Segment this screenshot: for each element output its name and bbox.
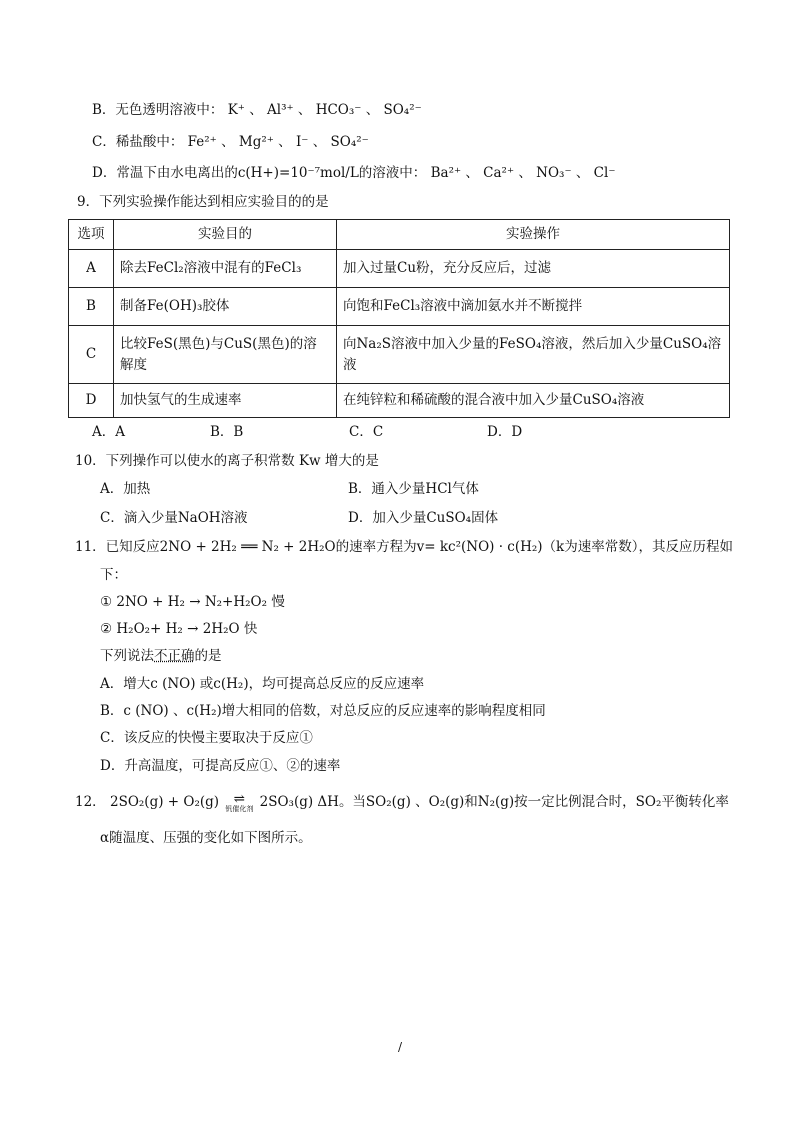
row-operation: 向饱和FeCl₃溶液中滴加氨水并不断搅拌 (337, 288, 730, 326)
header-operation: 实验操作 (337, 220, 730, 250)
q12-equation-right: 2SO₃(g) ΔH (259, 794, 339, 810)
q8-option-d-ions: Ba²⁺ 、 Ca²⁺ 、 NO₃⁻ 、 Cl⁻ (430, 165, 616, 181)
row-operation: 加入过量Cu粉，充分反应后，过滤 (337, 250, 730, 288)
q9-choice-c: C．C (349, 424, 384, 440)
table-row (69, 288, 730, 326)
q10-stem: 10．下列操作可以使水的离子积常数 Kw 增大的是 (75, 453, 379, 469)
table-row (69, 326, 730, 384)
q11-step1: ① 2NO + H₂ → N₂+H₂O₂ 慢 (100, 594, 285, 610)
q11-stem-line2: 下： (100, 567, 127, 583)
q10-choice-b: B．通入少量HCl气体 (348, 481, 479, 497)
row-goal: 比较FeS(黑色)与CuS(黑色)的溶解度 (114, 326, 337, 384)
row-option: B (69, 288, 114, 326)
equilibrium-arrow-icon: ⇌ (233, 790, 245, 807)
q10-choice-a: A．加热 (100, 481, 151, 497)
row-goal: 除去FeCl₂溶液中混有的FeCl₃ (114, 250, 337, 288)
q11-choice-c: C．该反应的快慢主要取决于反应① (100, 730, 313, 746)
row-option: D (69, 384, 114, 418)
q8-option-b-prefix: B．无色透明溶液中： (92, 102, 224, 118)
q11-step2: ② H₂O₂+ H₂ → 2H₂O 快 (100, 621, 258, 637)
q11-choice-d: D．升高温度，可提高反应①、②的速率 (100, 758, 341, 774)
q8-option-c (92, 130, 369, 150)
q9-stem: 9．下列实验操作能达到相应实验目的的是 (77, 194, 329, 210)
q8-option-c-prefix: C．稀盐酸中： (92, 134, 184, 150)
q8-option-b (92, 98, 422, 118)
q12-line2: α随温度、压强的变化如下图所示。 (100, 830, 312, 846)
q11-choice-a: A．增大c (NO) 或c(H₂)，均可提高总反应的反应速率 (100, 676, 425, 692)
q9-choice-a: A．A (92, 424, 125, 440)
q11-question-pre: 下列说法 (100, 648, 154, 664)
q8-option-c-ions: Fe²⁺ 、 Mg²⁺ 、 I⁻ 、 SO₄²⁻ (187, 134, 369, 150)
q12-catalyst-label: 钒催化剂 (225, 804, 254, 813)
q10-choice-d: D．加入少量CuSO₄固体 (348, 510, 499, 526)
q8-option-d-prefix: D．常温下由水电离出的c(H+)=10⁻⁷mol/L的溶液中： (92, 165, 427, 181)
q12-equation-left: 2SO₂(g) + O₂(g) (109, 794, 220, 810)
q8-option-d (92, 161, 615, 181)
table-row (69, 384, 730, 418)
q10-choice-c: C．滴入少量NaOH溶液 (100, 510, 248, 526)
q11-question-emphasis: 不正确 (154, 648, 195, 664)
table-row (69, 250, 730, 288)
q9-table (68, 219, 730, 418)
row-goal: 制备Fe(OH)₃胶体 (114, 288, 337, 326)
row-operation: 向Na₂S溶液中加入少量的FeSO₄溶液，然后加入少量CuSO₄溶液 (337, 326, 730, 384)
row-option: A (69, 250, 114, 288)
q12-equilibrium-arrow (225, 790, 254, 813)
q9-choice-d: D．D (487, 424, 523, 440)
table-header-row (69, 220, 730, 250)
header-option: 选项 (69, 220, 114, 250)
q12-line1 (75, 790, 729, 813)
q9-choice-b: B．B (210, 424, 244, 440)
q12-text1: 。当SO₂(g) 、O₂(g)和N₂(g)按一定比例混合时，SO₂平衡转化率 (338, 794, 729, 810)
row-operation: 在纯锌粒和稀硫酸的混合液中加入少量CuSO₄溶液 (337, 384, 730, 418)
q12-number: 12． (75, 794, 106, 810)
q11-question (100, 644, 222, 664)
row-option: C (69, 326, 114, 384)
q11-question-post: 的是 (194, 648, 222, 664)
row-goal: 加快氢气的生成速率 (114, 384, 337, 418)
q11-choice-b: B．c (NO) 、c(H₂)增大相同的倍数，对总反应的反应速率的影响程度相同 (100, 703, 546, 719)
q11-stem-line1: 11．已知反应2NO + 2H₂ ══ N₂ + 2H₂O的速率方程为v= kc²(NO) · c(H₂)（k为速率常数），其反应历程如 (75, 539, 733, 555)
q8-option-b-ions: K⁺ 、 Al³⁺ 、 HCO₃⁻ 、 SO₄²⁻ (227, 102, 422, 118)
page-footer-mark: / (398, 1040, 403, 1054)
header-goal: 实验目的 (114, 220, 337, 250)
